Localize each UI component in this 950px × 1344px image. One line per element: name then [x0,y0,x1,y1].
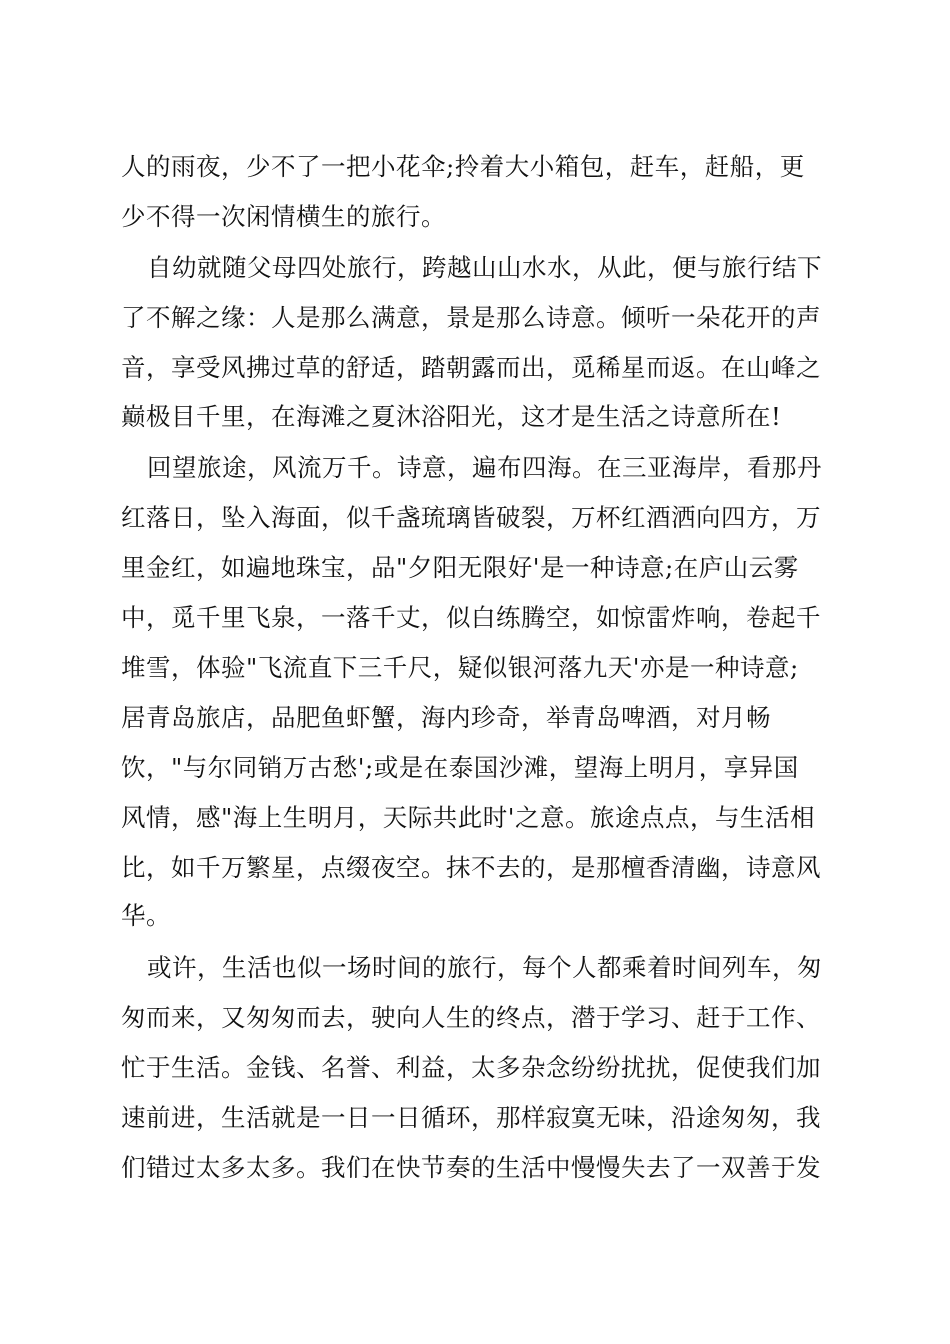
text-line: 们错过太多太多。我们在快节奏的生活中慢慢失去了一双善于发 [121,1153,821,1182]
text-line: 巅极目千里，在海滩之夏沐浴阳光，这才是生活之诗意所在! [121,402,782,431]
text-line: 红落日，坠入海面，似千盏琉璃皆破裂，万杯红酒洒向四方，万 [121,503,821,532]
text-line: 居青岛旅店，品肥鱼虾蟹，海内珍奇，举青岛啤酒，对月畅 [121,703,771,732]
text-line: 人的雨夜，少不了一把小花伞;拎着大小箱包，赶车，赶船，更 [121,152,805,181]
text-line: 华。 [121,901,171,930]
text-line: 比，如千万繁星，点缀夜空。抹不去的，是那檀香清幽，诗意风 [121,853,821,882]
paragraph-start-line: 回望旅途，风流万千。诗意，遍布四海。在三亚海岸，看那丹 [147,453,822,482]
text-line: 忙于生活。金钱、名誉、利益，太多杂念纷纷扰扰，促使我们加 [121,1053,821,1082]
text-line: 了不解之缘：人是那么满意，景是那么诗意。倾听一朵花开的声 [121,303,821,332]
text-line: 中，觅千里飞泉，一落千丈，似白练腾空，如惊雷炸响，卷起千 [121,603,821,632]
text-line: 速前进，生活就是一日一日循环，那样寂寞无味，沿途匆匆，我 [121,1103,821,1132]
text-line: 匆而来，又匆匆而去，驶向人生的终点，潜于学习、赶于工作、 [121,1003,821,1032]
paragraph-start-line: 或许，生活也似一场时间的旅行，每个人都乘着时间列车，匆 [147,953,822,982]
text-line: 音，享受风拂过草的舒适，踏朝露而出，觅稀星而返。在山峰之 [121,353,821,382]
text-line: 风情，感"海上生明月，天际共此时'之意。旅途点点，与生活相 [121,803,816,832]
paragraph-start-line: 自幼就随父母四处旅行，跨越山山水水，从此，便与旅行结下 [147,253,822,282]
text-line: 饮，"与尔同销万古愁';或是在泰国沙滩，望海上明月，享异国 [121,753,799,782]
text-line: 堆雪，体验"飞流直下三千尺，疑似银河落九天'亦是一种诗意; [121,653,799,682]
text-line: 少不得一次闲情横生的旅行。 [121,202,446,231]
text-line: 里金红，如遍地珠宝，品"夕阳无限好'是一种诗意;在庐山云雾 [121,553,799,582]
